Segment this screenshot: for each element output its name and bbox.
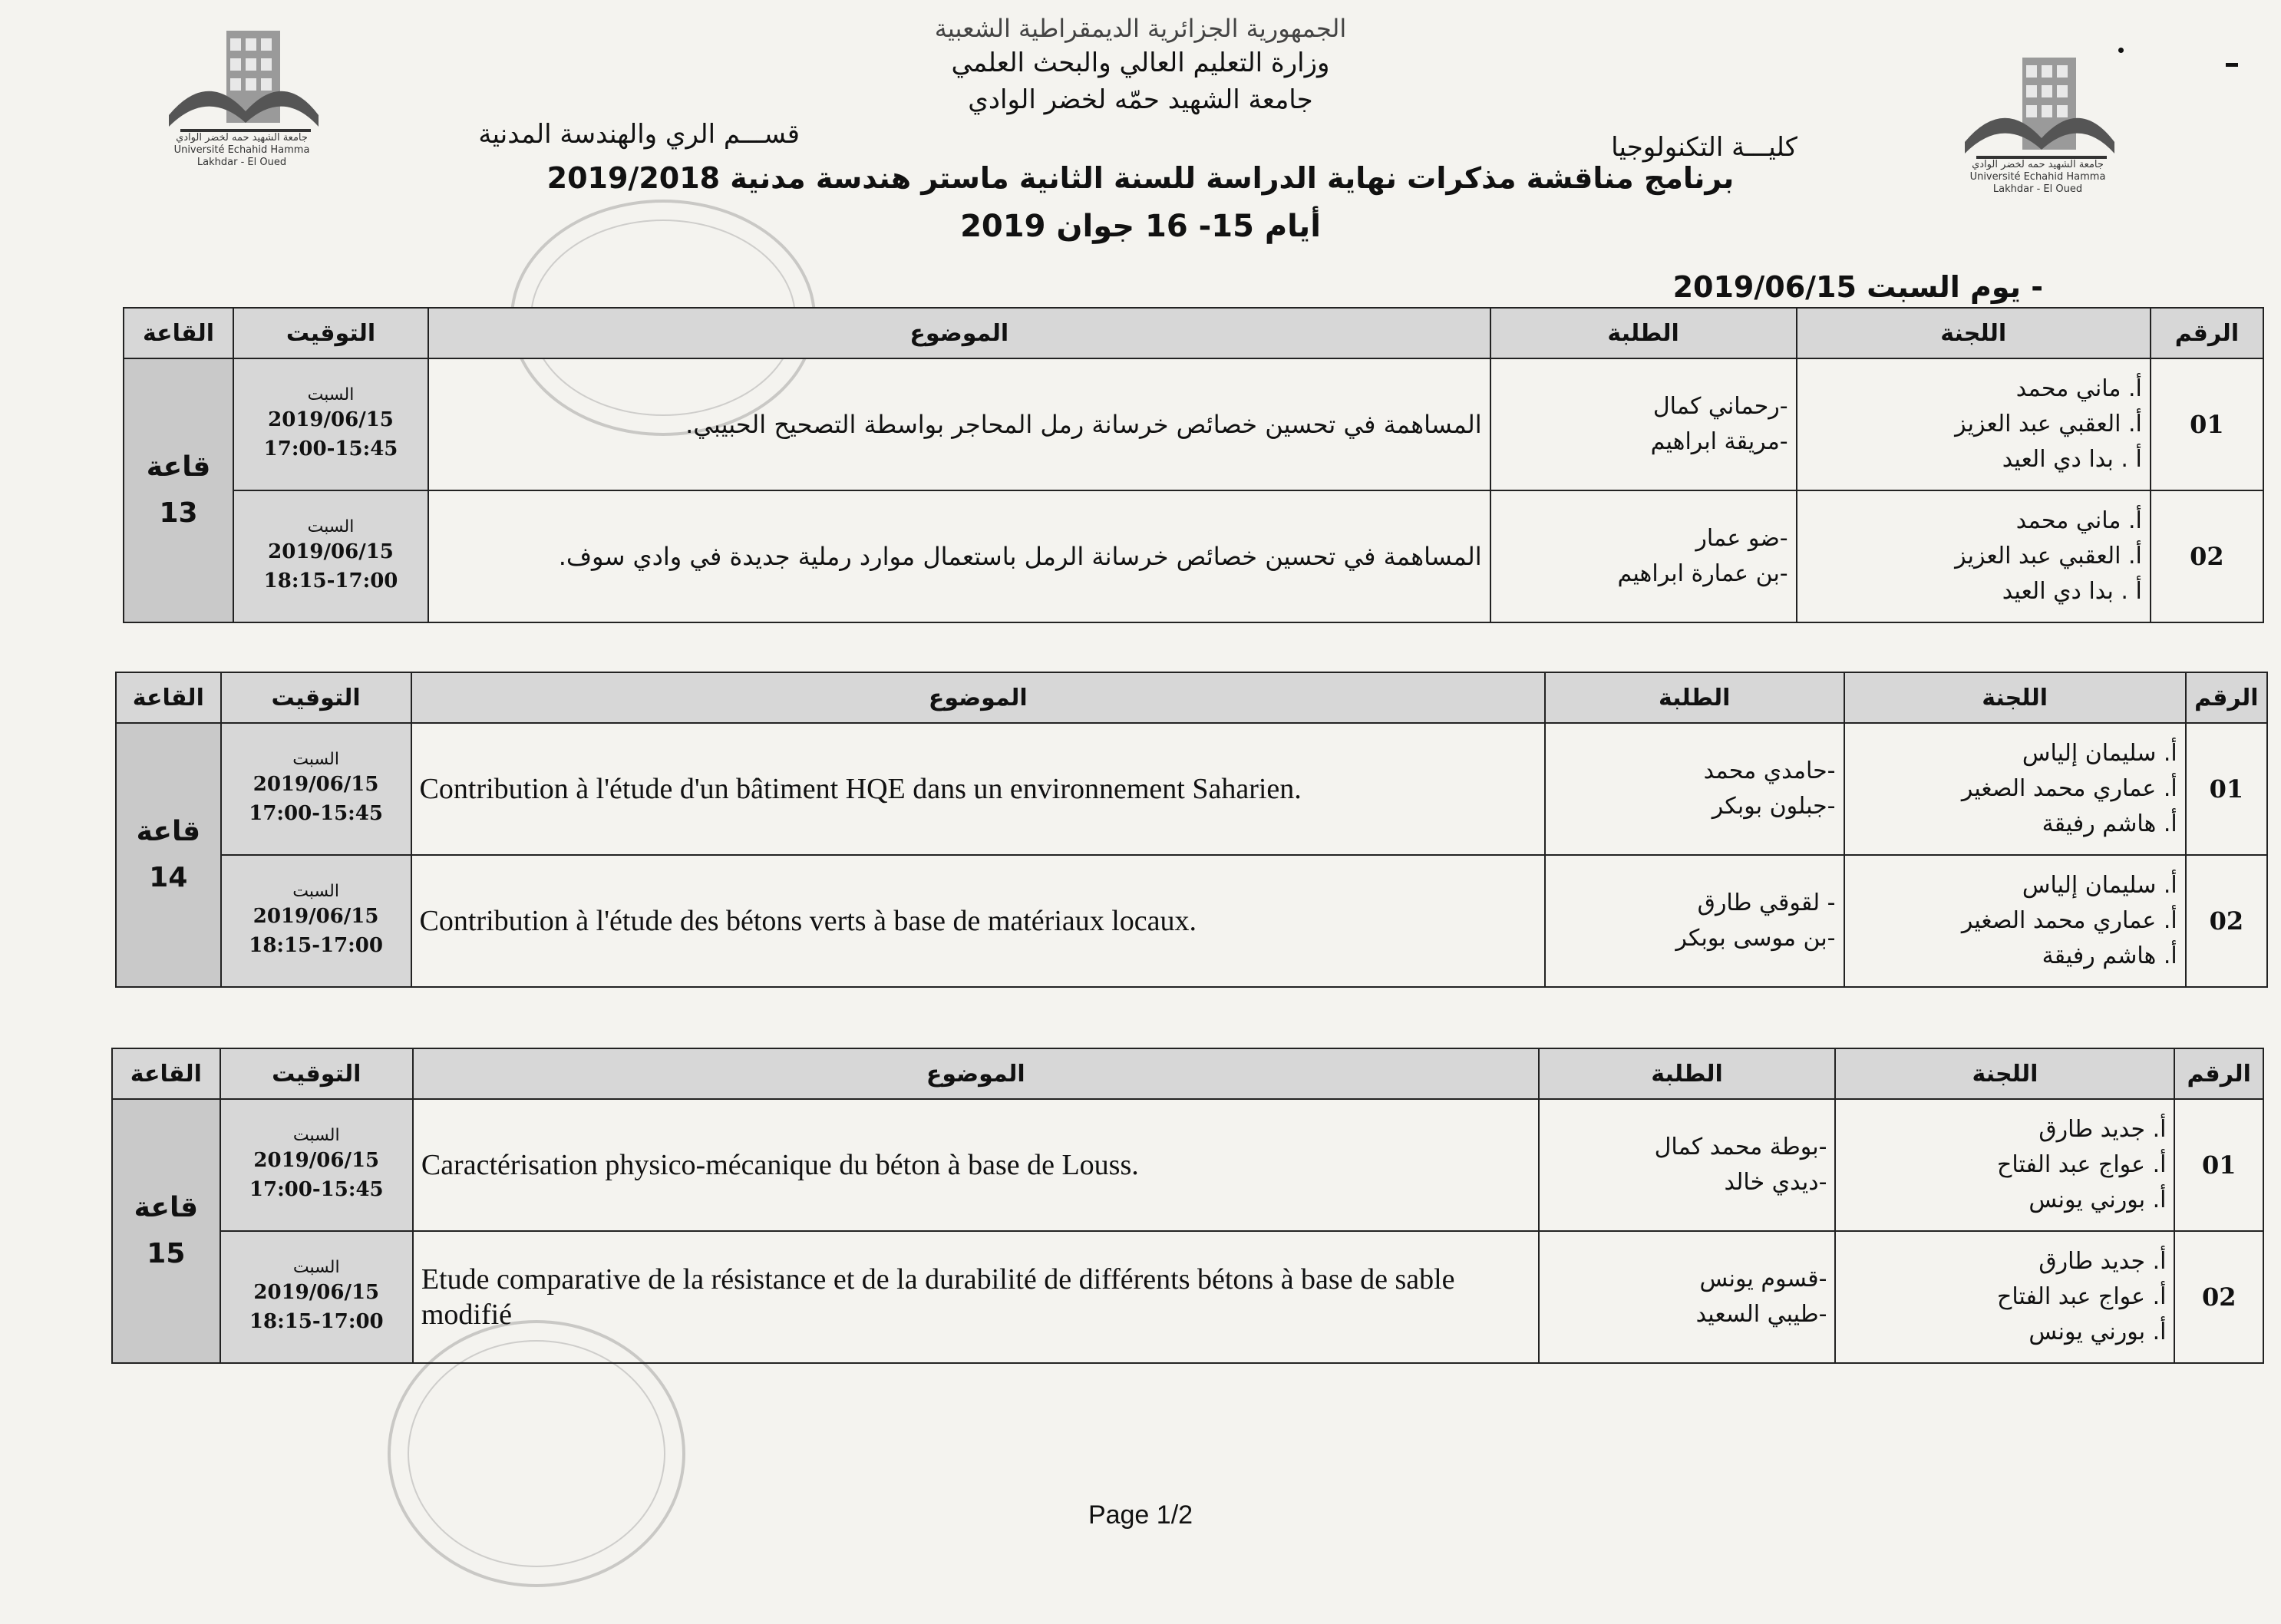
- student-name: -حامدي محمد: [1703, 758, 1836, 784]
- topic-cell: Caractérisation physico-mécanique du béton à base de Louss.: [413, 1099, 1539, 1231]
- committee-member: أ. عواج عبد الفتاح: [1996, 1283, 2167, 1310]
- time-cell: [233, 490, 428, 622]
- col-time: التوقيت: [220, 1048, 413, 1099]
- session-time: 17:00-15:45: [263, 437, 398, 460]
- student-name: -بن موسى بوبكر: [1675, 925, 1836, 952]
- room-label: قاعة: [134, 1192, 199, 1223]
- topic-cell: Contribution à l'étude des bétons verts à base de matériaux locaux.: [411, 855, 1545, 987]
- committee-cell: [1835, 1231, 2174, 1363]
- row-number: 01: [2174, 1099, 2263, 1231]
- committee-member: أ. ماني محمد: [2015, 507, 2142, 534]
- day-heading: - يوم السبت 2019/06/15: [1672, 270, 2043, 304]
- committee-member: أ. هاشم رفيقة: [2042, 810, 2177, 837]
- session-day: السبت: [292, 750, 339, 769]
- col-committee: اللجنة: [1844, 672, 2186, 723]
- ministry-name: وزارة التعليم العالي والبحث العلمي: [951, 48, 1330, 78]
- schedule-table-room-15: [111, 1048, 2264, 1364]
- committee-member: أ. بورني يونس: [2028, 1187, 2167, 1213]
- students-cell: [1545, 723, 1844, 855]
- room-cell: [124, 358, 233, 622]
- committee-cell: [1844, 855, 2186, 987]
- row-number: 02: [2174, 1231, 2263, 1363]
- students-cell: [1539, 1231, 1836, 1363]
- committee-cell: [1797, 358, 2151, 490]
- session-day: السبت: [292, 1126, 340, 1145]
- topic-cell: Contribution à l'étude d'un bâtiment HQE dans un environnement Saharien.: [411, 723, 1545, 855]
- table-row: [112, 1099, 2263, 1231]
- committee-member: أ. عماري محمد الصغير: [1961, 775, 2177, 802]
- room-cell: [116, 723, 221, 987]
- col-students: الطلبة: [1490, 308, 1797, 358]
- committee-member: أ. هاشم رفيقة: [2042, 942, 2177, 969]
- committee-cell: [1835, 1099, 2174, 1231]
- logo-caption-ar: جامعة الشهيد حمه لخضر الوادي: [1972, 159, 2104, 170]
- room-cell: [112, 1099, 220, 1363]
- committee-cell: [1797, 490, 2151, 622]
- session-time: 18:15-17:00: [249, 1310, 384, 1333]
- col-students: الطلبة: [1545, 672, 1844, 723]
- student-name: -بوطة محمد كمال: [1654, 1134, 1827, 1160]
- committee-member: أ. جديد طارق: [2038, 1116, 2167, 1143]
- session-time: 18:15-17:00: [249, 934, 383, 957]
- committee-member: أ. العقبي عبد العزيز: [1955, 543, 2142, 569]
- room-number: 15: [147, 1238, 186, 1269]
- col-num: الرقم: [2151, 308, 2263, 358]
- time-cell: [220, 1231, 413, 1363]
- session-time: 17:00-15:45: [249, 1178, 384, 1201]
- logo-caption-fr: Université Echahid Hamma Lakhdar - El Oued: [1969, 171, 2106, 195]
- session-date: 2019/06/15: [253, 1149, 380, 1172]
- committee-member: أ . بدا دي العيد: [2002, 578, 2142, 605]
- program-title: برنامج مناقشة مذكرات نهاية الدراسة للسنة الثانية ماستر هندسة مدنية 2019/2018: [546, 161, 1735, 195]
- col-committee: اللجنة: [1797, 308, 2151, 358]
- row-number: 01: [2186, 723, 2267, 855]
- student-name: -بن عمارة ابراهيم: [1617, 560, 1788, 587]
- table-row: [112, 1231, 2263, 1363]
- table-row: [116, 723, 2267, 855]
- student-name: -رحماني كمال: [1652, 393, 1788, 420]
- committee-member: أ. جديد طارق: [2038, 1248, 2167, 1275]
- department-name: قســـم الري والهندسة المدنية: [478, 119, 800, 150]
- table-row: [116, 855, 2267, 987]
- program-dates: أيام 15- 16 جوان 2019: [960, 209, 1321, 244]
- student-name: -طيبي السعيد: [1695, 1301, 1827, 1328]
- session-day: السبت: [292, 882, 339, 901]
- student-name: -ضو عمار: [1695, 525, 1788, 552]
- col-topic: الموضوع: [413, 1048, 1539, 1099]
- committee-member: أ. عواج عبد الفتاح: [1996, 1151, 2167, 1178]
- col-num: الرقم: [2174, 1048, 2263, 1099]
- time-cell: [233, 358, 428, 490]
- col-committee: اللجنة: [1835, 1048, 2174, 1099]
- session-date: 2019/06/15: [253, 1281, 380, 1304]
- topic-cell: المساهمة في تحسين خصائص خرسانة رمل المحاجر بواسطة التصحيح الحبيبي.: [428, 358, 1490, 490]
- student-name: -جبلون بوبكر: [1712, 793, 1836, 820]
- col-students: الطلبة: [1539, 1048, 1836, 1099]
- time-cell: [221, 855, 411, 987]
- faculty-name: كليـــة التكنولوجيا: [1611, 132, 1797, 163]
- session-date: 2019/06/15: [253, 773, 379, 796]
- col-time: التوقيت: [221, 672, 411, 723]
- page-number: Page 1/2: [1088, 1500, 1193, 1530]
- session-day: السبت: [292, 1258, 340, 1277]
- table-row: [124, 358, 2263, 490]
- session-day: السبت: [307, 385, 355, 404]
- table-header-row: [124, 308, 2263, 358]
- room-number: 14: [149, 862, 188, 893]
- col-topic: الموضوع: [428, 308, 1490, 358]
- table-row: [124, 490, 2263, 622]
- time-cell: [221, 723, 411, 855]
- committee-member: أ. عماري محمد الصغير: [1961, 907, 2177, 934]
- logo-caption-ar: جامعة الشهيد حمه لخضر الوادي: [176, 132, 308, 144]
- room-label: قاعة: [136, 816, 201, 847]
- committee-member: أ . بدا دي العيد: [2002, 446, 2142, 473]
- logo-caption-fr: Université Echahid Hamma Lakhdar - El Oued: [173, 144, 310, 168]
- session-date: 2019/06/15: [268, 408, 394, 431]
- student-name: -ديدي خالد: [1724, 1169, 1827, 1196]
- col-time: التوقيت: [233, 308, 428, 358]
- committee-member: أ. ماني محمد: [2015, 375, 2142, 402]
- students-cell: [1539, 1099, 1836, 1231]
- table-header-row: [112, 1048, 2263, 1099]
- student-name: - لقوقي طارق: [1697, 890, 1836, 916]
- topic-cell: Etude comparative de la résistance et de la durabilité de différents bétons à base de sable modifié: [413, 1231, 1539, 1363]
- time-cell: [220, 1099, 413, 1231]
- university-name: جامعة الشهيد حمّه لخضر الوادي: [968, 84, 1313, 115]
- session-date: 2019/06/15: [268, 540, 394, 563]
- students-cell: [1545, 855, 1844, 987]
- row-number: 01: [2151, 358, 2263, 490]
- committee-member: أ. العقبي عبد العزيز: [1955, 411, 2142, 437]
- room-number: 13: [159, 497, 198, 529]
- student-name: -مريقة ابراهيم: [1650, 428, 1788, 455]
- session-time: 17:00-15:45: [249, 802, 383, 825]
- session-day: السبت: [307, 517, 355, 536]
- schedule-table-room-14: [115, 672, 2268, 988]
- session-time: 18:15-17:00: [263, 569, 398, 592]
- committee-member: أ. بورني يونس: [2028, 1319, 2167, 1345]
- col-num: الرقم: [2186, 672, 2267, 723]
- schedule-table-room-13: [123, 307, 2264, 623]
- row-number: 02: [2151, 490, 2263, 622]
- col-room: القاعة: [112, 1048, 220, 1099]
- student-name: -قسوم يونس: [1699, 1266, 1827, 1292]
- republic-name: الجمهورية الجزائرية الديمقراطية الشعبية: [934, 14, 1347, 43]
- row-number: 02: [2186, 855, 2267, 987]
- table-header-row: [116, 672, 2267, 723]
- col-room: القاعة: [116, 672, 221, 723]
- students-cell: [1490, 490, 1797, 622]
- topic-cell: المساهمة في تحسين خصائص خرسانة الرمل باستعمال موارد رملية جديدة في وادي سوف.: [428, 490, 1490, 622]
- room-label: قاعة: [146, 451, 211, 483]
- session-date: 2019/06/15: [253, 905, 379, 928]
- committee-member: أ. سليمان إلياس: [2022, 740, 2177, 767]
- committee-member: أ. سليمان إلياس: [2022, 872, 2177, 899]
- col-room: القاعة: [124, 308, 233, 358]
- committee-cell: [1844, 723, 2186, 855]
- students-cell: [1490, 358, 1797, 490]
- col-topic: الموضوع: [411, 672, 1545, 723]
